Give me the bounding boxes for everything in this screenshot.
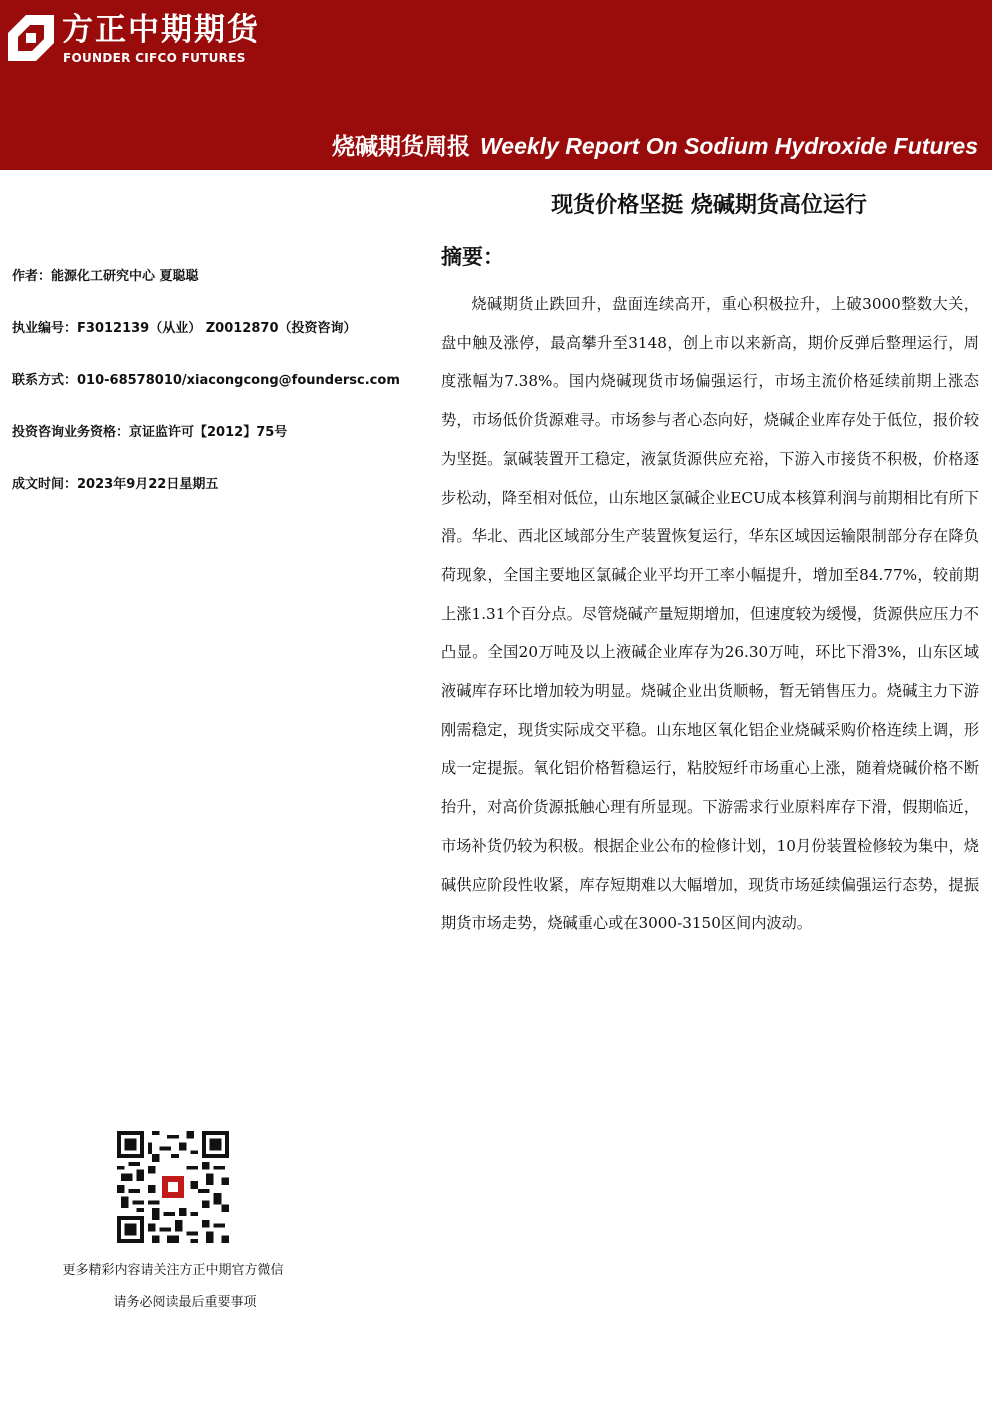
- meta-label: 作者：: [12, 269, 52, 284]
- report-type-banner: [332, 129, 978, 166]
- report-headline: 现货价格坚挺 烧碱期货高位运行: [551, 193, 867, 218]
- meta-row-qualification: [12, 418, 432, 470]
- author-info: [12, 262, 432, 522]
- meta-value: 010-68578010/xiacongcong@foundersc.com: [77, 373, 400, 388]
- meta-row-author: [12, 262, 432, 314]
- meta-label: 执业编号：: [12, 321, 78, 336]
- meta-value: 能源化工研究中心 夏聪聪: [51, 269, 199, 284]
- brand-name-en: FOUNDER CIFCO FUTURES: [63, 51, 246, 65]
- meta-label: 投资咨询业务资格：: [12, 425, 130, 440]
- summary-heading: 摘要：: [441, 245, 504, 269]
- meta-row-date: [12, 470, 432, 522]
- meta-label: 联系方式：: [12, 373, 78, 388]
- meta-label: 成文时间：: [12, 477, 78, 492]
- header-band: [0, 0, 992, 170]
- founder-logo-icon: [6, 13, 56, 63]
- meta-value: 2023年9月22日星期五: [77, 477, 219, 492]
- brand-name-cn: 方正中期期货: [62, 12, 260, 48]
- meta-row-license: [12, 314, 432, 366]
- report-type-cn: 烧碱期货周报: [332, 134, 470, 160]
- qr-caption: 更多精彩内容请关注方正中期官方微信: [62, 1263, 284, 1278]
- qr-code-icon: [117, 1131, 229, 1243]
- meta-row-contact: [12, 366, 432, 418]
- summary-paragraph: 烧碱期货止跌回升，盘面连续高开，重心积极拉升，上破3000整数大关，盘中触及涨停，最高攀升至3148，创上市以来新高，期价反弹后整理运行，周度涨幅为7.38%。国内烧碱现货市场偏强运行，市场主流价格延续前期上涨态势，市场低价货源难寻。市场参与者心态向好，烧碱企业库存处于低位，报价较为坚挺。氯碱装置开工稳定，液氯货源供应充裕，下游入市接货不积极，价格逐步松动，降至相对低位，山东地区氯碱企业ECU成本核算利润与前期相比有所下滑。华北、西北区域部分生产装置恢复运行，华东区域因运输限制部分存在降负荷现象，全国主要地区氯碱企业平均开工率小幅提升，增加至84.77%，较前期上涨1.31个百分点。尽管烧碱产量短期增加，但速度较为缓慢，货源供应压力不凸显。全国20万吨及以上液碱企业库存为26.30万吨，环比下滑3%，山东区域液碱库存环比增加较为明显。烧碱企业出货顺畅，暂无销售压力。烧碱主力下游刚需稳定，现货实际成交平稳。山东地区氧化铝企业烧碱采购价格连续上调，形成一定提振。氧化铝价格暂稳运行，粘胶短纤市场重心上涨，随着烧碱价格不断抬升，对高价货源抵触心理有所显现。下游需求行业原料库存下滑，假期临近，市场补货仍较为积极。根据企业公布的检修计划，10月份装置检修较为集中，烧碱供应阶段性收紧，库存短期难以大幅增加，现货市场延续偏强运行态势，提振期货市场走势，烧碱重心或在3000-3150区间内波动。: [441, 295, 979, 933]
- disclaimer-notice: 请务必阅读最后重要事项: [113, 1295, 257, 1310]
- meta-value: F3012139（从业） Z0012870（投资咨询）: [77, 321, 357, 336]
- meta-value: 京证监许可【2012】75号: [129, 425, 288, 440]
- report-type-en: Weekly Report On Sodium Hydroxide Futures: [480, 133, 978, 159]
